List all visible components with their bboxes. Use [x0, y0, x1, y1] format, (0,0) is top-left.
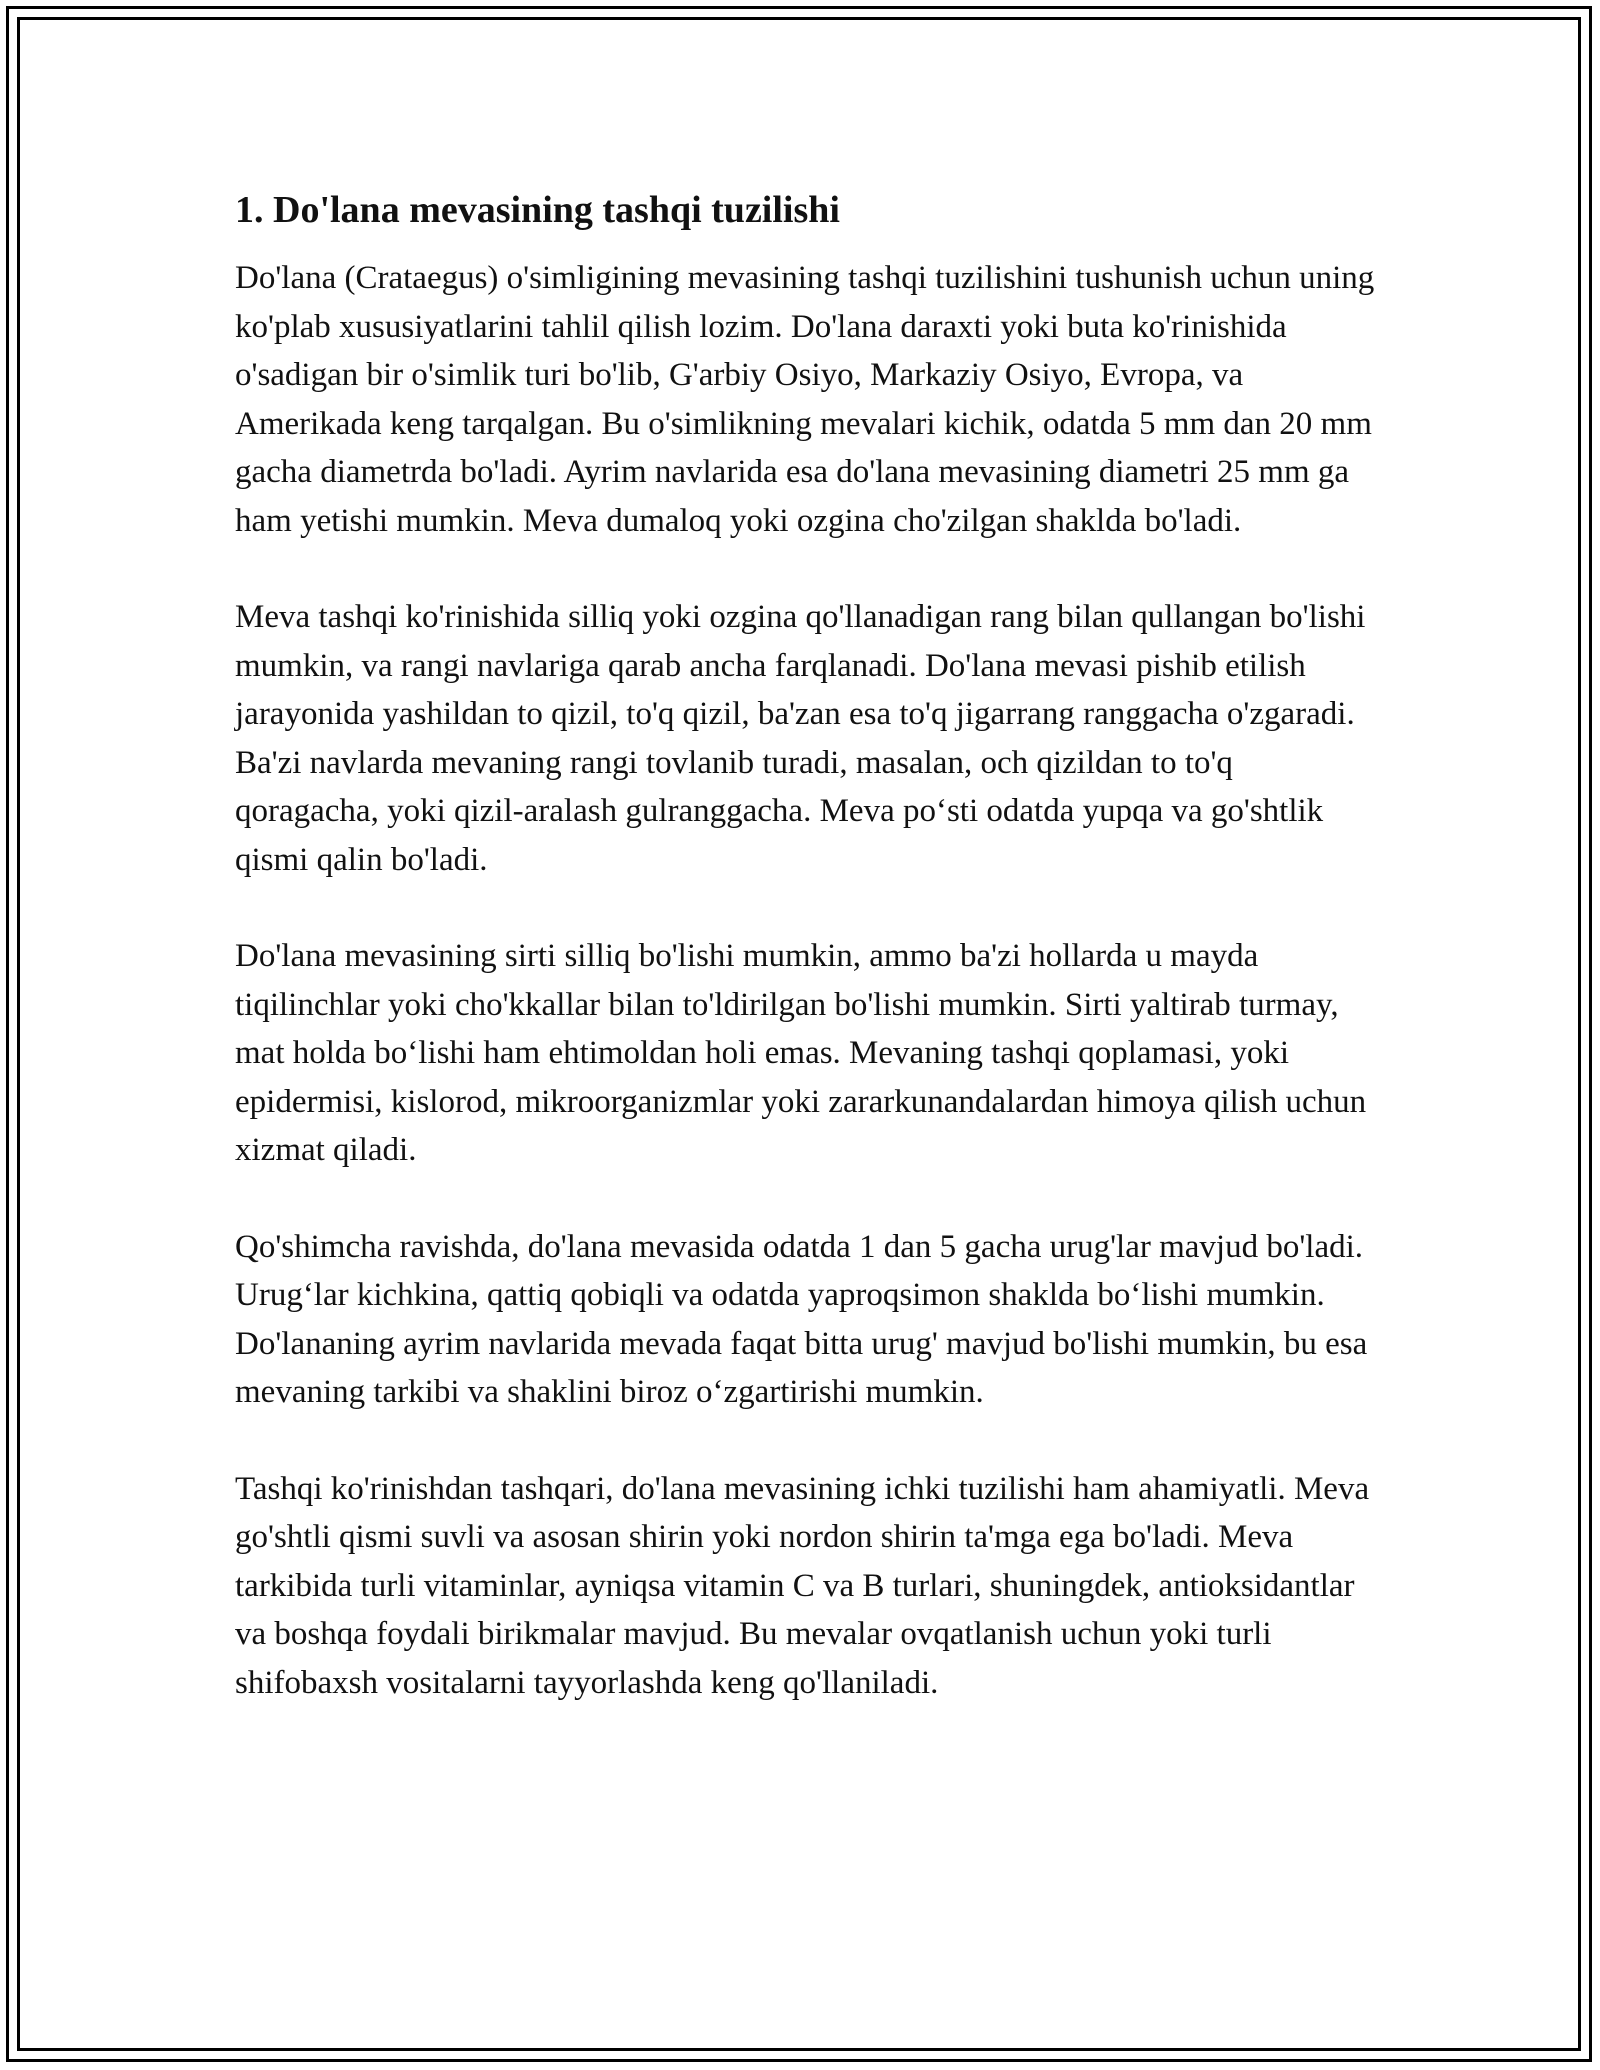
paragraph-2: Meva tashqi ko'rinishida silliq yoki ozgina qo'llanadigan rang bilan qullangan bo'lishi mumkin, va rangi navlariga qarab ancha farqlanadi. Do'lana mevasi pishib etilish jarayonida yashildan to qizil, to'q qizil, ba'zan esa to'q jigarrang ranggacha o'zgaradi. Ba'zi navlarda mevaning rangi tovlanib turadi, masalan, och qizildan to to'q qoragacha, yoki qizil-aralash gulranggacha. Meva po‘sti odatda yupqa va go'shtlik qismi qalin bo'ladi.: [235, 599, 1366, 878]
paragraph-3: Do'lana mevasining sirti silliq bo'lishi mumkin, ammo ba'zi hollarda u mayda tiqilinchlar yoki cho'kkallar bilan to'ldirilgan bo'lishi mumkin. Sirti yaltirab turmay, mat holda bo‘lishi ham ehtimoldan holi emas. Mevaning tashqi qoplamasi, yoki epidermisi, kislorod, mikroorganizmlar yoki zararkunandalardan himoya qilish uchun xizmat qiladi.: [235, 938, 1367, 1168]
paragraph-1: Do'lana (Crataegus) o'simligining mevasining tashqi tuzilishini tushunish uchun uning ko'plab xususiyatlarini tahlil qilish lozim. Do'lana daraxti yoki buta ko'rinishida o'sadigan bir o'simlik turi bo'lib, G'arbiy Osiyo, Markaziy Osiyo, Evropa, va Amerikada keng tarqalgan. Bu o'simlikning mevalari kichik, odatda 5 mm dan 20 mm gacha diametrda bo'ladi. Ayrim navlarida esa do'lana mevasining diametri 25 mm ga ham yetishi mumkin. Meva dumaloq yoki ozgina cho'zilgan shaklda bo'ladi.: [235, 260, 1375, 539]
paragraph-5: Tashqi ko'rinishdan tashqari, do'lana mevasining ichki tuzilishi ham ahamiyatli. Meva go'shtli qismi suvli va asosan shirin yoki nordon shirin ta'mga ega bo'ladi. Meva tarkibida turli vitaminlar, ayniqsa vitamin C va B turlari, shuningdek, antioksidantlar va boshqa foydali birikmalar mavjud. Bu mevalar ovqatlanish uchun yoki turli shifobaxsh vositalarni tayyorlashda keng qo'llaniladi.: [235, 1470, 1370, 1701]
paragraph-4: Qo'shimcha ravishda, do'lana mevasida odatda 1 dan 5 gacha urug'lar mavjud bo'ladi. Urug‘lar kichkina, qattiq qobiqli va odatda yaproqsimon shaklda bo‘lishi mumkin. Do'lananing ayrim navlarida mevada faqat bitta urug' mavjud bo'lishi mumkin, bu esa mevaning tarkibi va shaklini biroz o‘zgartirishi mumkin.: [235, 1228, 1368, 1410]
section-heading: 1. Do'lana mevasining tashqi tuzilishi: [235, 189, 840, 231]
document-body: [235, 186, 1375, 1755]
